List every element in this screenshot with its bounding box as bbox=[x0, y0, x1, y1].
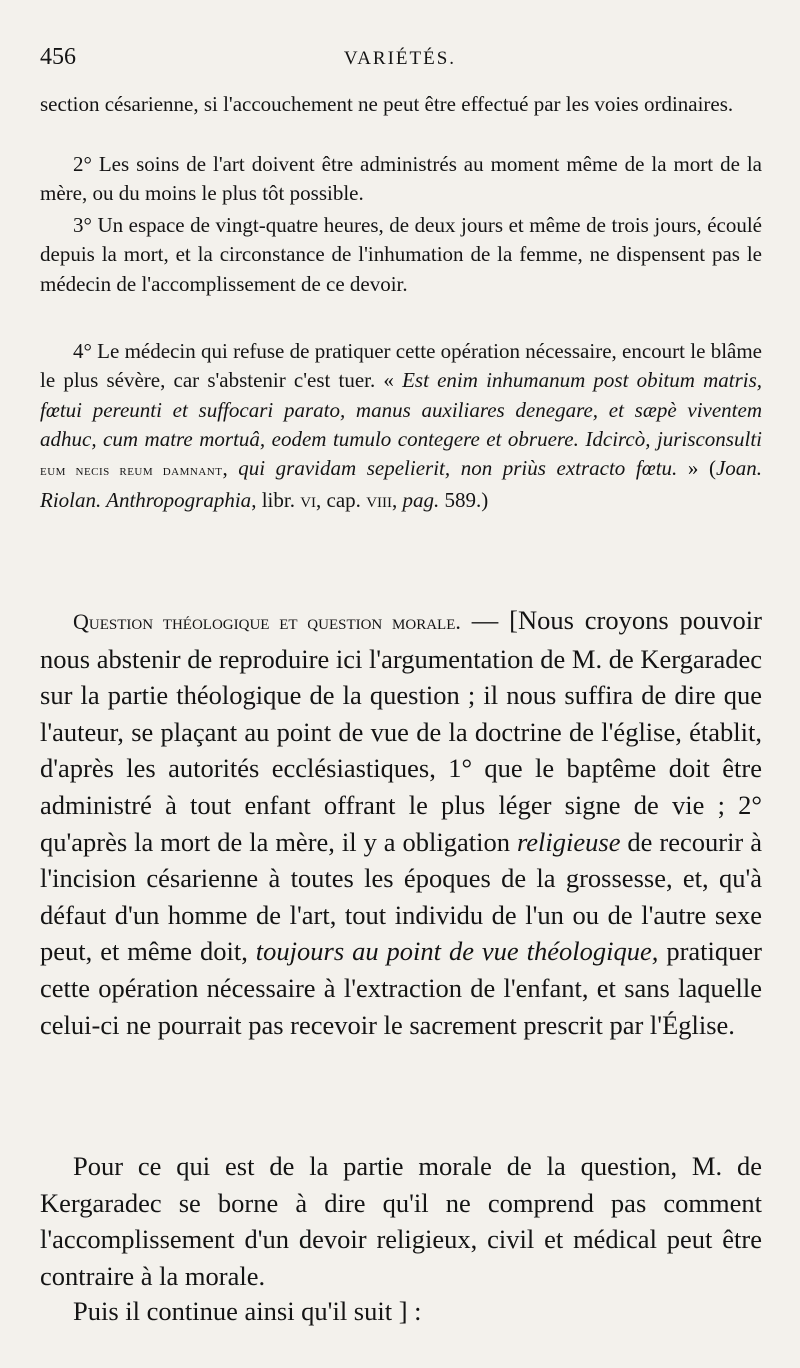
paragraph-5 bbox=[40, 602, 762, 1043]
paragraph-1: section césarienne, si l'accouchement ne peut être effectué par les voies ordinaires. bbox=[40, 92, 734, 116]
running-head: VARIÉTÉS. bbox=[343, 48, 457, 69]
paragraph-3: 3° Un espace de vingt-quatre heures, de deux jours et même de trois jours, écoulé depuis la mort, et la circonstance de l'inhumation de la femme, ne dispensent pas le médecin de l'accomplissement de ce devoir. bbox=[40, 213, 762, 296]
paragraph-4-text: 4° Le médecin qui refuse de pratiquer cette opération nécessaire, encourt le blâme le plus sévère, car s'abstenir c'est tuer. « bbox=[40, 339, 762, 393]
paragraph-2: 2° Les soins de l'art doivent être administrés au moment même de la mort de la mère, ou du moins le plus tôt possible. bbox=[40, 152, 762, 206]
paragraph-5-text-c: pratiquer cette opération nécessaire à l'extraction de l'enfant, et sans laquelle celui-ci ne pourrait pas recevoir le sacrement prescrit par l'Église. bbox=[40, 936, 762, 1040]
paragraph-7: Puis il continue ainsi qu'il suit ] : bbox=[73, 1296, 422, 1326]
citation-libr-number: vi bbox=[300, 488, 317, 513]
paragraph-5-text-a: — [Nous croyons pouvoir nous abstenir de reproduire ici l'argumentation de M. de Kergaradec sur la partie théologique de la question ; il nous suffira de dire que l'auteur, se plaçant au point de vue de la doctrine de l'église, établit, d'après les autorités ecclésiastiques, 1° que le baptême doit être administré à tout enfant offrant le plus léger signe de vie ; 2° qu'après la mort de la mère, il y a obligation bbox=[40, 605, 762, 857]
latin-quote: Est enim inhumanum post obitum matris, fœtui pereunti et suffocari parato, manus auxiliares denegare, et sæpè viventem adhuc, cum matre mortuâ, eodem tumulo contegere et obruere. Idcircò, jurisconsulti bbox=[40, 368, 763, 451]
paragraph-6: Pour ce qui est de la partie morale de la question, M. de Kergaradec se borne à dire qu'il ne comprend pas comment l'accomplissement d'un devoir religieux, civil et médical peut être contraire à la morale. bbox=[40, 1151, 762, 1291]
citation-libr: , libr. bbox=[251, 488, 295, 513]
citation-cap-number: viii bbox=[366, 488, 393, 513]
section-heading: Question théologique et question morale. bbox=[73, 609, 461, 634]
latin-quote-caps: eum necis reum damnant bbox=[40, 463, 223, 480]
italic-religieuse: religieuse bbox=[516, 826, 621, 857]
page-number: 456 bbox=[40, 44, 76, 70]
citation-cap: , cap. bbox=[316, 488, 361, 513]
italic-theologique: toujours au point de vue théologique, bbox=[255, 936, 659, 967]
citation-pag: pag. bbox=[402, 488, 440, 513]
paragraph-5-text-b: de recourir à l'incision césarienne à toutes les époques de la grossesse, et, qu'à défaut d'un homme de l'art, tout individu de l'un ou de l'autre sexe peut, et même doit, bbox=[40, 826, 762, 967]
citation-title: Joan. Riolan. Anthropographia bbox=[40, 456, 763, 513]
page-header bbox=[40, 44, 760, 80]
citation-open: » ( bbox=[687, 456, 716, 481]
citation-comma: , bbox=[392, 488, 398, 513]
citation-page: 589.) bbox=[444, 488, 489, 513]
paragraph-4: 4° Le médecin qui refuse de pratiquer cette opération nécessaire, encourt le blâme le plus sévère, car s'abstenir c'est tuer. « Est enim inhumanum post obitum matris, fœtui pereunti et suffocari parato, manus auxiliares denegare, et sæpè viventem adhuc, cum matre mortuâ, eodem tumulo contegere et obruere. Idcircò, jurisconsulti eum necis reum damnant, qui gravidam sepelierit, non priùs extracto fœtu. » (Joan. Riolan. Anthropographia, libr. vi, cap. viii, pag. 589.) bbox=[40, 339, 763, 513]
latin-quote-continued: qui gravidam sepelierit, non priùs extracto fœtu. bbox=[238, 456, 678, 481]
